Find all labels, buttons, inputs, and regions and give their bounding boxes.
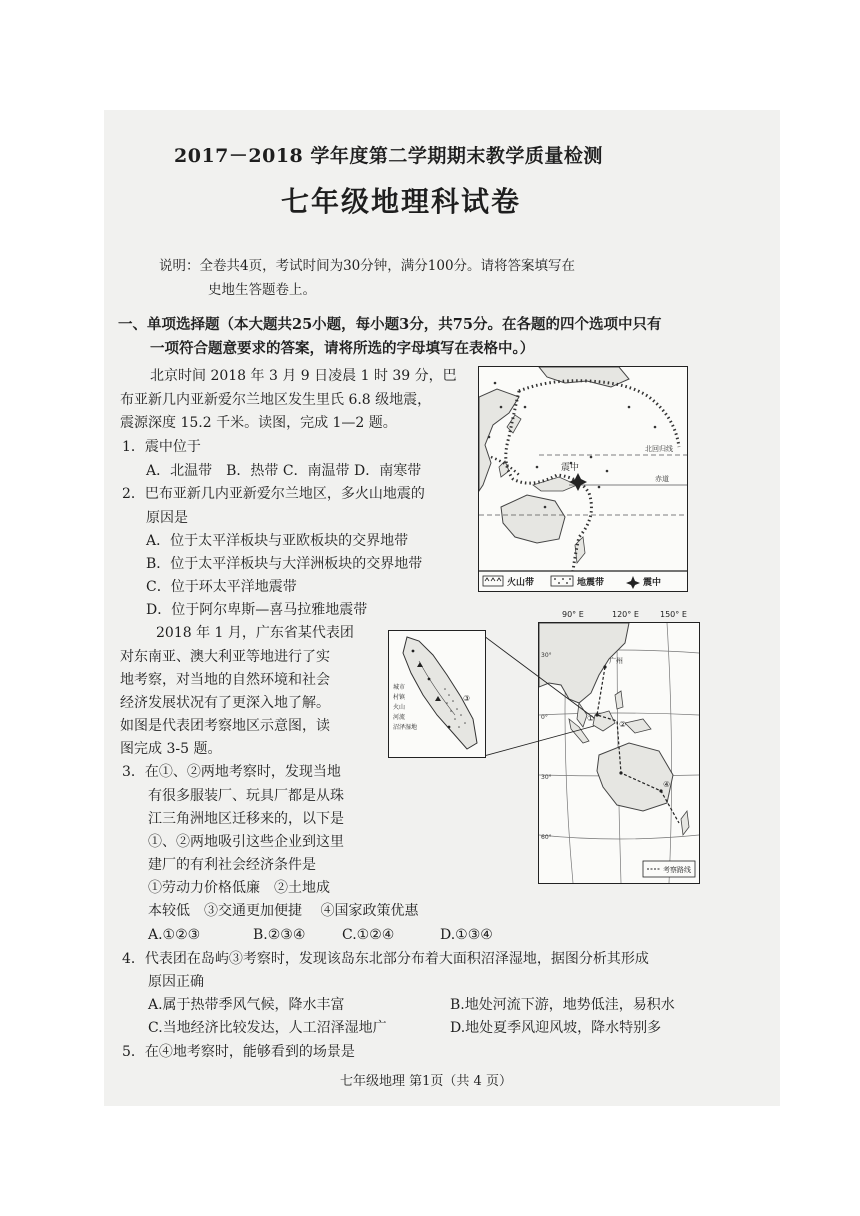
passage1-line-3: 震源深度 15.2 千米。读图，完成 1—2 题。 bbox=[120, 415, 397, 431]
instructions-line-1: 说明：全卷共4页，考试时间为30分钟，满分100分。请将答案填写在 bbox=[159, 258, 576, 274]
lat-30n-label: 30° bbox=[541, 652, 552, 659]
passage2-line-2: 对东南亚、澳大利亚等地进行了实 bbox=[120, 649, 330, 665]
island-inset-map bbox=[388, 630, 486, 758]
inset-legend-village: 村镇 bbox=[393, 694, 406, 701]
q4-line-2: 原因正确 bbox=[148, 974, 204, 990]
label-equator: 赤道 bbox=[655, 475, 669, 483]
q2-stem-line-1: 2．巴布亚新几内亚新爱尔兰地区，多火山地震的 bbox=[122, 486, 425, 502]
q2-option-a: A．位于太平洋板块与亚欧板块的交界地带 bbox=[146, 533, 409, 549]
passage2-line-3: 地考察，对当地的自然环境和社会 bbox=[120, 672, 330, 688]
section-heading-line-1: 一、单项选择题（本大题共25小题，每小题3分，共75分。在各题的四个选项中只有 bbox=[118, 316, 662, 333]
q3-line-5: 建厂的有利社会经济条件是 bbox=[148, 857, 316, 873]
q3-line-2: 有很多服装厂、玩具厂都是从珠 bbox=[148, 788, 344, 804]
lat-30s-label: 30° bbox=[541, 774, 552, 781]
inset-marker-3: ③ bbox=[463, 694, 471, 703]
epicenter-marker-icon bbox=[569, 473, 587, 491]
marker-2: ② bbox=[619, 720, 627, 729]
exam-page bbox=[104, 110, 780, 1106]
legend-quake-swatch bbox=[551, 576, 573, 586]
q3-line-3: 江三角洲地区迁移来的，以下是 bbox=[148, 811, 344, 827]
inset-legend-swamp: 沼泽湿地 bbox=[393, 724, 418, 731]
q3-option-c: C.①②④ bbox=[342, 927, 395, 943]
q3-line-6: ①劳动力价格低廉 ②土地成 bbox=[148, 880, 330, 896]
q2-option-d: D．位于阿尔卑斯—喜马拉雅地震带 bbox=[146, 602, 368, 618]
lon-120-label: 120° E bbox=[612, 610, 639, 619]
q4-option-b: B.地处河流下游，地势低洼，易积水 bbox=[450, 997, 675, 1013]
legend-volcano-label: 火山带 bbox=[507, 578, 535, 588]
lon-90-label: 90° E bbox=[562, 610, 584, 619]
marker-4: ④ bbox=[663, 780, 671, 789]
q5-stem: 5．在④地考察时，能够看到的场景是 bbox=[122, 1044, 355, 1060]
q3-line-4: ①、②两地吸引这些企业到这里 bbox=[148, 834, 344, 850]
q1-stem: 1．震中位于 bbox=[122, 439, 201, 455]
pacific-belt-map bbox=[478, 366, 688, 592]
inset-connector-lines bbox=[484, 630, 604, 770]
page-footer: 七年级地理 第1页（共 4 页） bbox=[340, 1074, 512, 1089]
lon-150-label: 150° E bbox=[660, 610, 687, 619]
q4-option-a: A.属于热带季风气候，降水丰富 bbox=[148, 997, 345, 1013]
q4-option-d: D.地处夏季风迎风坡，降水特别多 bbox=[450, 1020, 662, 1036]
passage2-line-5: 如图是代表团考察地区示意图，读 bbox=[120, 718, 330, 734]
label-epicenter: 震中 bbox=[561, 463, 580, 473]
legend-epicenter-icon bbox=[626, 576, 640, 589]
passage2-line-6: 图完成 3-5 题。 bbox=[120, 741, 222, 757]
instructions-line-2: 史地生答题卷上。 bbox=[208, 282, 316, 298]
q3-option-d: D.①③④ bbox=[440, 927, 493, 943]
inset-legend-volcano: 火山 bbox=[393, 704, 406, 711]
inset-legend-river: 河流 bbox=[393, 714, 406, 721]
q3-option-b: B.②③④ bbox=[253, 927, 306, 943]
passage1-line-2: 布亚新几内亚新爱尔兰地区发生里氏 6.8 级地震， bbox=[120, 392, 432, 408]
q3-line-7: 本较低 ③交通更加便捷 ④国家政策优惠 bbox=[148, 903, 419, 919]
q4-option-c: C.当地经济比较发达，人工沼泽湿地广 bbox=[148, 1020, 387, 1036]
exam-title: 2017－2018 学年度第二学期期末教学质量检测 bbox=[174, 145, 603, 167]
lat-60s-label: 60° bbox=[541, 834, 552, 841]
q2-option-b: B．位于太平洋板块与大洋洲板块的交界地带 bbox=[146, 556, 423, 572]
legend-epicenter-label: 震中 bbox=[643, 578, 662, 588]
route-legend-label: 考察路线 bbox=[663, 866, 691, 874]
inset-legend-city: 城市 bbox=[393, 684, 406, 691]
passage2-line-4: 经济发展状况有了更深入地了解。 bbox=[120, 695, 330, 711]
lat-0-label: 0° bbox=[541, 714, 548, 721]
q2-option-c: C．位于环太平洋地震带 bbox=[146, 579, 297, 595]
island-inset-svg bbox=[389, 631, 485, 757]
q1-options: A．北温带 B．热带 C．南温带 D．南寒带 bbox=[146, 463, 422, 479]
pacific-belt-map-svg bbox=[479, 367, 687, 591]
label-north-tropic: 北回归线 bbox=[645, 445, 673, 453]
q3-line-1: 3．在①、②两地考察时，发现当地 bbox=[122, 764, 341, 780]
q3-option-a: A.①②③ bbox=[148, 927, 201, 943]
label-guangzhou: 广州 bbox=[609, 657, 623, 665]
passage2-line-1: 2018 年 1 月，广东省某代表团 bbox=[156, 625, 354, 641]
q2-stem-line-2: 原因是 bbox=[146, 510, 188, 526]
section-heading-line-2: 一项符合题意要求的答案，请将所选的字母填写在表格中。） bbox=[150, 340, 535, 357]
marker-1: ① bbox=[587, 714, 595, 723]
passage1-line-1: 北京时间 2018 年 3 月 9 日凌晨 1 时 39 分，巴 bbox=[150, 368, 457, 384]
subject-title: 七年级地理科试卷 bbox=[281, 185, 522, 218]
q4-line-1: 4．代表团在岛屿③考察时，发现该岛东北部分布着大面积沼泽湿地，据图分析其形成 bbox=[122, 951, 649, 967]
legend-quake-label: 地震带 bbox=[577, 578, 605, 588]
